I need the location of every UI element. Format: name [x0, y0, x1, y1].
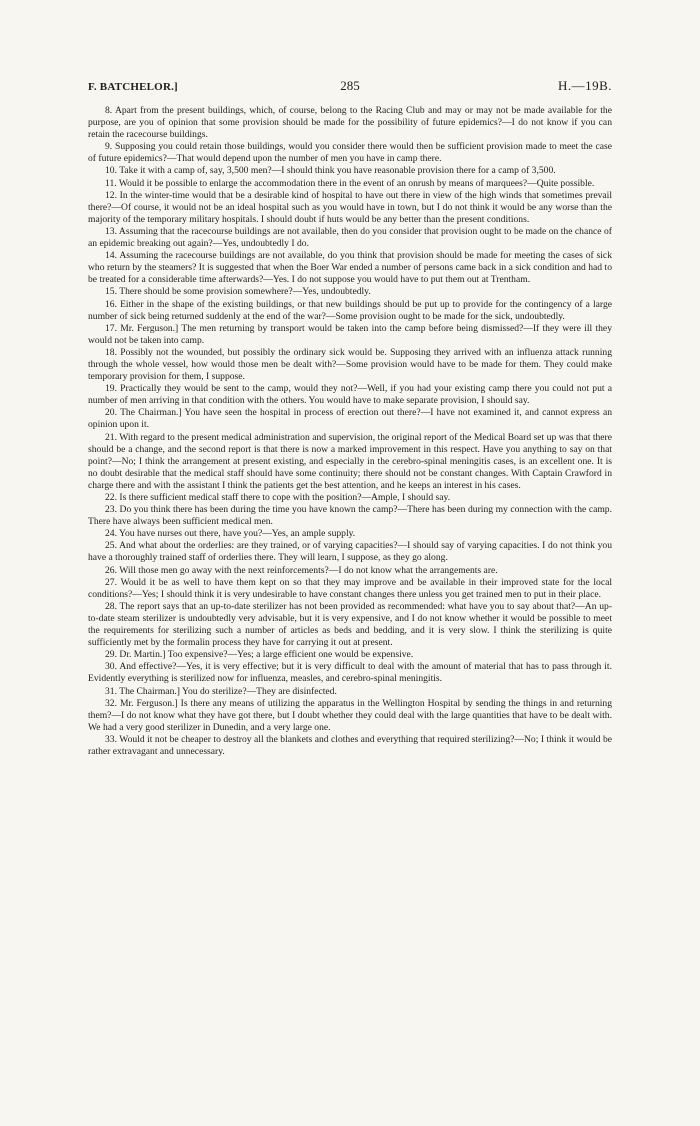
paragraph-25: 25. And what about the orderlies: are they trained, or of varying capacities?—I should say of varying capacities. I do not think you have a thoroughly trained staff of orderlies there. They will learn, I suppose, as they go along.: [88, 540, 612, 564]
paragraph-29: 29. Dr. Martin.] Too expensive?—Yes; a large efficient one would be expensive.: [105, 649, 414, 661]
page-header: [88, 78, 612, 98]
paragraph-22: 22. Is there sufficient medical staff there to cope with the position?—Ample, I should say.: [105, 492, 451, 503]
document-reference: H.—19B.: [557, 78, 612, 93]
paragraph-14: 14. Assuming the racecourse buildings are not available, do you think that provision should be made for meeting the cases of sick who return by the steamers? It is suggested that when the Boer War ended a number of persons came back in a sick condition and had to be treated for a considerable time afterwards?—Yes. I do not suppose you would have to put them out at Trentham.: [88, 250, 612, 286]
paragraph-16: 16. Either in the shape of the existing buildings, or that new buildings should be put up to provide for the contingency of a large number of sick being returned suddenly at the end of the war?—Some provision ought to be made for the sick, undoubtedly.: [88, 298, 612, 322]
paragraph-8: 8. Apart from the present buildings, which, of course, belong to the Racing Club and may or may not be made available for the purpose, are you of opinion that some provision should be made for the possibility of future epidemics?—I do not know if you can retain the racecourse buildings.: [88, 105, 612, 141]
paragraph-10: 10. Take it with a camp of, say, 3,500 men?—I should think you have reasonable provision there for a camp of 3,500.: [105, 165, 556, 177]
paragraph-30: 30. And effective?—Yes, it is very effective; but it is very difficult to deal with the amount of material that has to pass through it. Evidently everything is sterilized now for influenza, measles, and cerebro-spinal meningitis.: [88, 661, 612, 685]
paragraph-13: 13. Assuming that the racecourse buildings are not available, then do you consider that provision ought to be made on the chance of an epidemic breaking out again?—Yes, undoubtedly I do.: [88, 225, 612, 250]
paragraph-27: 27. Would it be as well to have them kept on so that they may improve and be available in their improved state for the local conditions?—Yes; I should think it is very undesirable to have constant changes there unless you get trained men to put in their place.: [88, 576, 612, 600]
page-number: 285: [340, 78, 360, 93]
paragraph-28: 28. The report says that an up-to-date sterilizer has not been provided as recommended: what have you to say about that?—An up-to-date steam sterilizer is undoubtedly very advisable, but it is very expensive, and I do not know whether it would be possible to meet the requirements for sterilizing such a number of articles as beds and bedding, and it is very slow. I think the sterilizing is quite sufficiently met by the formalin process they have for carrying it out at present.: [88, 600, 612, 649]
paragraph-19: 19. Practically they would be sent to the camp, would they not?—Well, if you had your existing camp there you could not put a number of men arriving in that condition with the others. You would have to make separate provision, I should say.: [88, 383, 612, 407]
paragraph-12: 12. In the winter-time would that be a desirable kind of hospital to have out there in view of the high winds that sometimes prevail there?—Of course, it would not be an ideal hospital such as you would have in town, but I do not think it would be any worse than the majority of the temporary military hospitals. I should doubt if huts would be any better than the present conditions.: [88, 189, 612, 225]
paragraph-24: 24. You have nurses out there, have you?—Yes, an ample supply.: [105, 528, 356, 540]
paragraph-20: 20. The Chairman.] You have seen the hospital in process of erection out there?—I have not examined it, and cannot express an opinion upon it.: [88, 407, 612, 431]
paragraph-32: 32. Mr. Ferguson.] Is there any means of utilizing the apparatus in the Wellington Hospital by sending the things in and returning them?—I do not know what they have got there, but I doubt whether they could deal with the large quantities that have to be dealt with. We had a very good sterilizer in Dunedin, and a very large one.: [88, 697, 612, 733]
paragraph-23: 23. Do you think there has been during the time you have known the camp?—There has been during my connection with the camp. There have always been sufficient medical men.: [88, 504, 612, 528]
paragraph-33: 33. Would it not be cheaper to destroy all the blankets and clothes and everything that required sterilizing?—No; I think it would be rather extravagant and unnecessary.: [88, 733, 612, 757]
paragraph-15: 15. There should be some provision somewhere?—Yes, undoubtedly.: [105, 286, 371, 298]
paragraph-21: 21. With regard to the present medical administration and supervision, the original report of the Medical Board set up was that there should be a change, and the second report is that there is now a marked improvement in this respect. Have you anything to say on that point?—No; I think the arrangement at present existing, and especially in the cerebro-spinal meningitis cases, is an excellent one. It is no doubt desirable that the medical staff should have some continuity; there should not be constant changes. With Captain Crawford in charge there and with the assistant I think the patients get the best attention, and he keeps an interest in his cases.: [88, 431, 612, 491]
paragraph-9: 9. Supposing you could retain those buildings, would you consider there would then be sufficient provision made to meet the case of future epidemics?—That would depend upon the number of men you have in camp there.: [88, 141, 612, 165]
witness-name: F. BATCHELOR.]: [88, 81, 178, 93]
paragraph-18: 18. Possibly not the wounded, but possibly the ordinary sick would be. Supposing they arrived with an influenza attack running through the whole vessel, how would those men be dealt with?—Some provision would have to be made for them. They could make temporary provision for them, I suppose.: [88, 346, 612, 383]
document-body: [88, 105, 612, 758]
paragraph-26: 26. Will those men go away with the next reinforcements?—I do not know what the arrangements are.: [105, 564, 498, 576]
paragraph-11: 11. Would it be possible to enlarge the accommodation there in the event of an onrush by means of marquees?—Quite possible.: [105, 177, 595, 189]
paragraph-17: 17. Mr. Ferguson.] The men returning by transport would be taken into the camp before being dismissed?—If they were ill they would not be taken into camp.: [88, 322, 612, 346]
paragraph-31: 31. The Chairman.] You do sterilize?—They are disinfected.: [105, 685, 337, 697]
